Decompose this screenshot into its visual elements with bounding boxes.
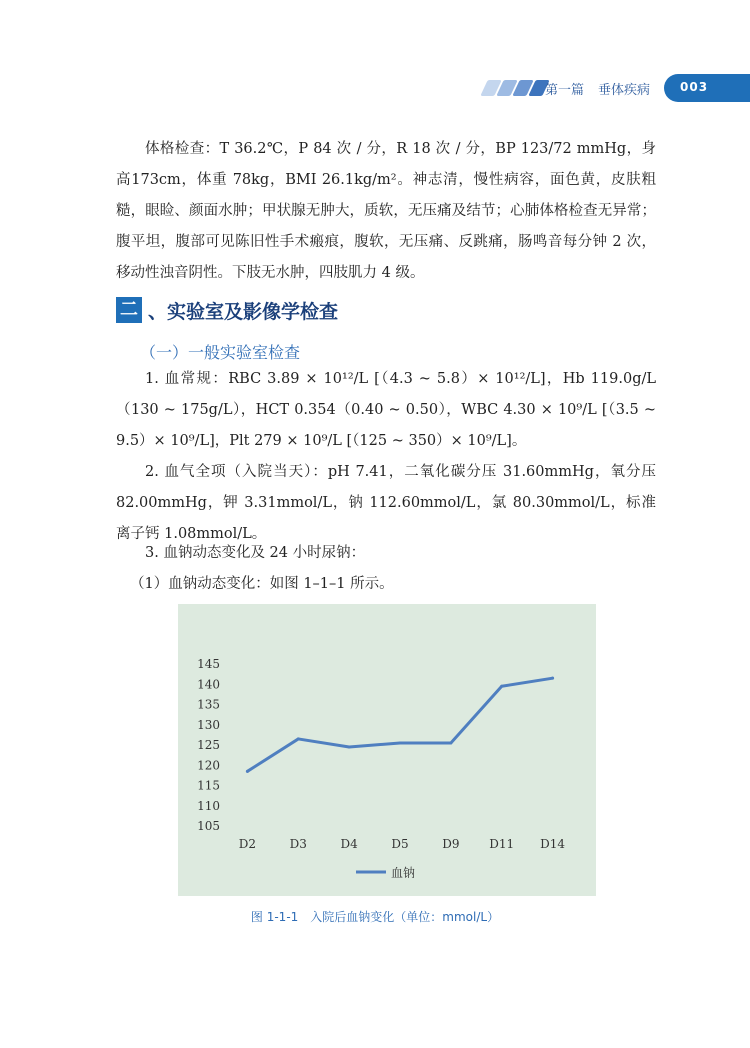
data-point (246, 770, 249, 773)
section-number-badge: 二 (116, 297, 142, 323)
data-point (297, 737, 300, 740)
sodium-line-chart (178, 604, 596, 896)
y-tick-label: 120 (197, 758, 220, 773)
figure-caption-text: 入院后血钠变化（单位：mmol/L） (310, 910, 500, 924)
data-point (500, 685, 503, 688)
page-number-tab (664, 74, 750, 102)
part-label: 第一篇 (545, 83, 585, 98)
data-point (551, 677, 554, 680)
x-tick-label: D4 (340, 837, 358, 851)
section-heading-text: 、实验室及影像学检查 (148, 300, 339, 323)
page-number: 003 (680, 80, 709, 94)
y-tick-label: 145 (197, 657, 220, 671)
chart-canvas (178, 604, 596, 896)
figure-caption (0, 908, 750, 925)
chapter-label: 垂体疾病 (598, 83, 651, 98)
y-tick-label: 115 (197, 778, 220, 793)
subsection-heading: （一）一般实验室检查 (140, 343, 301, 362)
blood-routine-paragraph: 1. 血常规：RBC 3.89 × 10¹²/L [（4.3 ~ 5.8）× 10¹²/L]，Hb 119.0g/L（130 ~ 175g/L），HCT 0.354（0.40 ~ 0.50），WBC 4.30 × 10⁹/L [（3.5 ~ 9.5）× 10⁹/L]，Plt 279 × 10⁹/L [（125 ~ 350）× 10⁹/L]。 (116, 371, 656, 449)
legend-label: 血钠 (391, 866, 416, 880)
x-tick-label: D9 (442, 837, 460, 851)
data-point (449, 741, 452, 744)
y-tick-label: 135 (197, 697, 220, 712)
blood-gas-paragraph: 2. 血气全项（入院当天）：pH 7.41，二氧化碳分压 31.60mmHg，氧分压 82.00mmHg，钾 3.31mmol/L，钠 112.60mmol/L，氯 80.30mmol/L，标准离子钙 1.08mmol/L。 (116, 464, 656, 542)
sodium-dynamics-paragraph: （1）血钠动态变化：如图 1–1–1 所示。 (130, 576, 394, 592)
x-tick-label: D3 (289, 837, 307, 851)
physical-exam-paragraph: 体格检查：T 36.2℃，P 84 次 / 分，R 18 次 / 分，BP 123/72 mmHg，身高173cm，体重 78kg，BMI 26.1kg/m²。神志清，慢性病容，面色黄，皮肤粗糙，眼睑、颜面水肿；甲状腺无肿大，质软，无压痛及结节；心肺体格检查无异常；腹平坦，腹部可见陈旧性手术瘢痕，腹软，无压痛、反跳痛，肠鸣音每分钟 2 次，移动性浊音阴性。下肢无水肿，四肢肌力 4 级。 (116, 141, 656, 281)
y-tick-label: 140 (197, 677, 220, 692)
x-tick-label: D2 (238, 837, 257, 851)
sodium-item-heading: 3. 血钠动态变化及 24 小时尿钠： (145, 545, 366, 561)
x-tick-label: D5 (391, 837, 409, 851)
y-tick-label: 130 (197, 717, 220, 732)
x-tick-label: D11 (489, 837, 515, 851)
data-point (399, 741, 402, 744)
y-tick-label: 110 (197, 798, 220, 813)
series-line-血钠 (247, 678, 552, 771)
x-tick-label: D14 (540, 837, 566, 851)
y-tick-label: 125 (197, 738, 220, 752)
section-heading (116, 294, 338, 326)
running-head (545, 79, 650, 98)
figure-number: 图 1-1-1 (250, 910, 299, 924)
page-header (0, 74, 750, 104)
data-point (348, 746, 351, 749)
y-tick-label: 105 (197, 819, 220, 833)
